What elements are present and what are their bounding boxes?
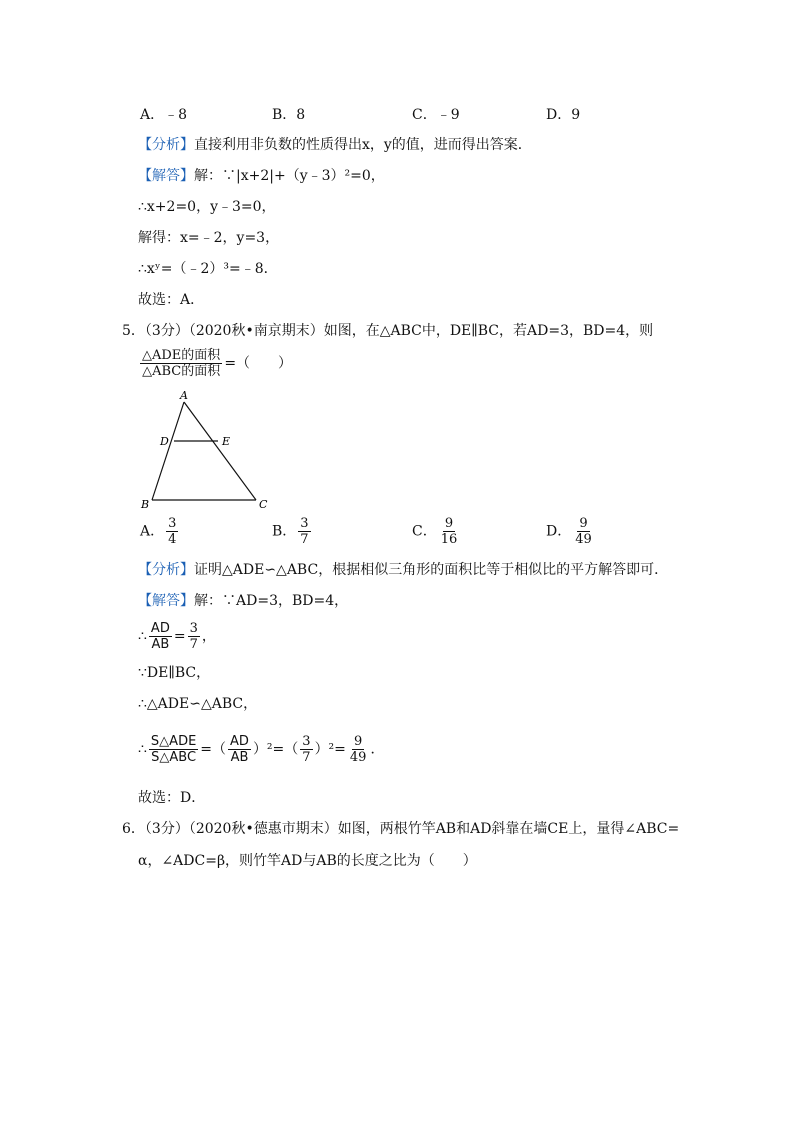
label-d: D bbox=[160, 435, 169, 448]
q5-stem: 5．（3分）（2020秋•南京期末）如图，在△ABC中，DE∥BC，若AD=3，BD=4，则 bbox=[122, 323, 654, 339]
q6-stem-line-2: α，∠ADC=β，则竹竿AD与AB的长度之比为（ ） bbox=[138, 853, 477, 869]
result-num: 9 bbox=[354, 734, 363, 749]
seven-den: 7 bbox=[302, 750, 311, 765]
q5-solution-2 bbox=[138, 621, 216, 652]
option-letter: D． bbox=[546, 523, 572, 540]
label-b: B bbox=[141, 498, 150, 511]
q5-option-d bbox=[546, 516, 596, 547]
q4-solution-2: ∴x+2=0，y﹣3=0， bbox=[138, 199, 276, 215]
label-c: C bbox=[259, 498, 268, 511]
q4-solution-3: 解得：x=﹣2，y=3， bbox=[138, 230, 280, 246]
q5-option-a bbox=[140, 516, 180, 547]
label-a: A bbox=[180, 389, 188, 402]
eq-part: ）²= bbox=[314, 741, 346, 758]
equals-sign: = bbox=[173, 628, 186, 645]
option-letter: B． bbox=[272, 523, 297, 540]
q5-choice: 故选：D． bbox=[138, 790, 206, 806]
stem-fraction-denominator: △ABC的面积 bbox=[142, 364, 221, 379]
q5-solution-5 bbox=[138, 734, 384, 765]
eq-part: =（ bbox=[200, 741, 227, 758]
ad-num: AD bbox=[230, 734, 249, 749]
option-den: 16 bbox=[440, 532, 458, 547]
ratio-num: AD bbox=[150, 621, 170, 636]
period: ． bbox=[370, 741, 385, 758]
ratio-den: AB bbox=[151, 637, 170, 652]
q4-solution-1 bbox=[138, 167, 385, 185]
comma: ， bbox=[201, 628, 216, 645]
eq-part: ）²=（ bbox=[252, 741, 299, 758]
q5-solution-1 bbox=[138, 592, 348, 610]
therefore-sign: ∴ bbox=[138, 741, 147, 758]
option-den: 7 bbox=[300, 532, 309, 547]
q5-option-b bbox=[272, 516, 313, 547]
label-e: E bbox=[222, 435, 231, 448]
q6-stem-line-1: 6．（3分）（2020秋•德惠市期末）如图，两根竹竿AB和AD斜靠在墙CE上，量得∠ABC= bbox=[122, 821, 680, 837]
ratio-value-num: 3 bbox=[189, 621, 198, 636]
option-num: 3 bbox=[168, 516, 177, 531]
analysis-tag: 【分析】 bbox=[138, 562, 194, 578]
q5-analysis bbox=[138, 561, 668, 579]
option-num: 3 bbox=[300, 516, 309, 531]
q4-option-a: A．﹣8 bbox=[140, 107, 188, 123]
q4-solution-4: ∴xʸ=（﹣2）³=﹣8． bbox=[138, 261, 278, 277]
area-den: S△ABC bbox=[151, 750, 197, 765]
stem-fraction-numerator: △ADE的面积 bbox=[142, 348, 221, 363]
side-ac bbox=[184, 402, 256, 500]
solution-text: 解：∵|x+2|+（y﹣3）²=0， bbox=[194, 168, 385, 184]
ratio-value-den: 7 bbox=[189, 637, 198, 652]
triangle-figure bbox=[138, 388, 278, 513]
q4-option-b: B．8 bbox=[272, 107, 306, 123]
option-den: 4 bbox=[168, 532, 177, 547]
result-den: 49 bbox=[349, 750, 367, 765]
q5-solution-4: ∴△ADE∽△ABC， bbox=[138, 696, 258, 712]
side-ab bbox=[152, 402, 184, 500]
option-letter: C． bbox=[412, 523, 437, 540]
analysis-text: 证明△ADE∽△ABC，根据相似三角形的面积比等于相似比的平方解答即可． bbox=[194, 562, 669, 578]
q4-choice: 故选：A． bbox=[138, 292, 205, 308]
option-num: 9 bbox=[579, 516, 588, 531]
q5-stem-fraction bbox=[138, 348, 292, 379]
q4-option-c: C．﹣9 bbox=[412, 107, 460, 123]
q4-analysis bbox=[138, 136, 532, 154]
ab-den: AB bbox=[230, 750, 249, 765]
q5-option-c bbox=[412, 516, 461, 547]
solution-text: 解：∵AD=3，BD=4， bbox=[194, 593, 349, 609]
stem-fraction-tail: =（ ） bbox=[224, 355, 293, 372]
analysis-tag: 【分析】 bbox=[138, 137, 194, 153]
answer-tag: 【解答】 bbox=[138, 168, 194, 184]
q5-solution-3: ∵DE∥BC， bbox=[138, 665, 211, 681]
therefore-sign: ∴ bbox=[138, 628, 147, 645]
answer-tag: 【解答】 bbox=[138, 593, 194, 609]
area-num: S△ADE bbox=[150, 734, 197, 749]
q4-option-d: D．9 bbox=[546, 107, 581, 123]
option-num: 9 bbox=[444, 516, 454, 531]
three-num: 3 bbox=[302, 734, 311, 749]
option-letter: A． bbox=[140, 523, 165, 540]
analysis-text: 直接利用非负数的性质得出x，y的值，进而得出答案． bbox=[194, 137, 532, 153]
option-den: 49 bbox=[575, 532, 592, 547]
stem-fraction bbox=[140, 348, 222, 379]
